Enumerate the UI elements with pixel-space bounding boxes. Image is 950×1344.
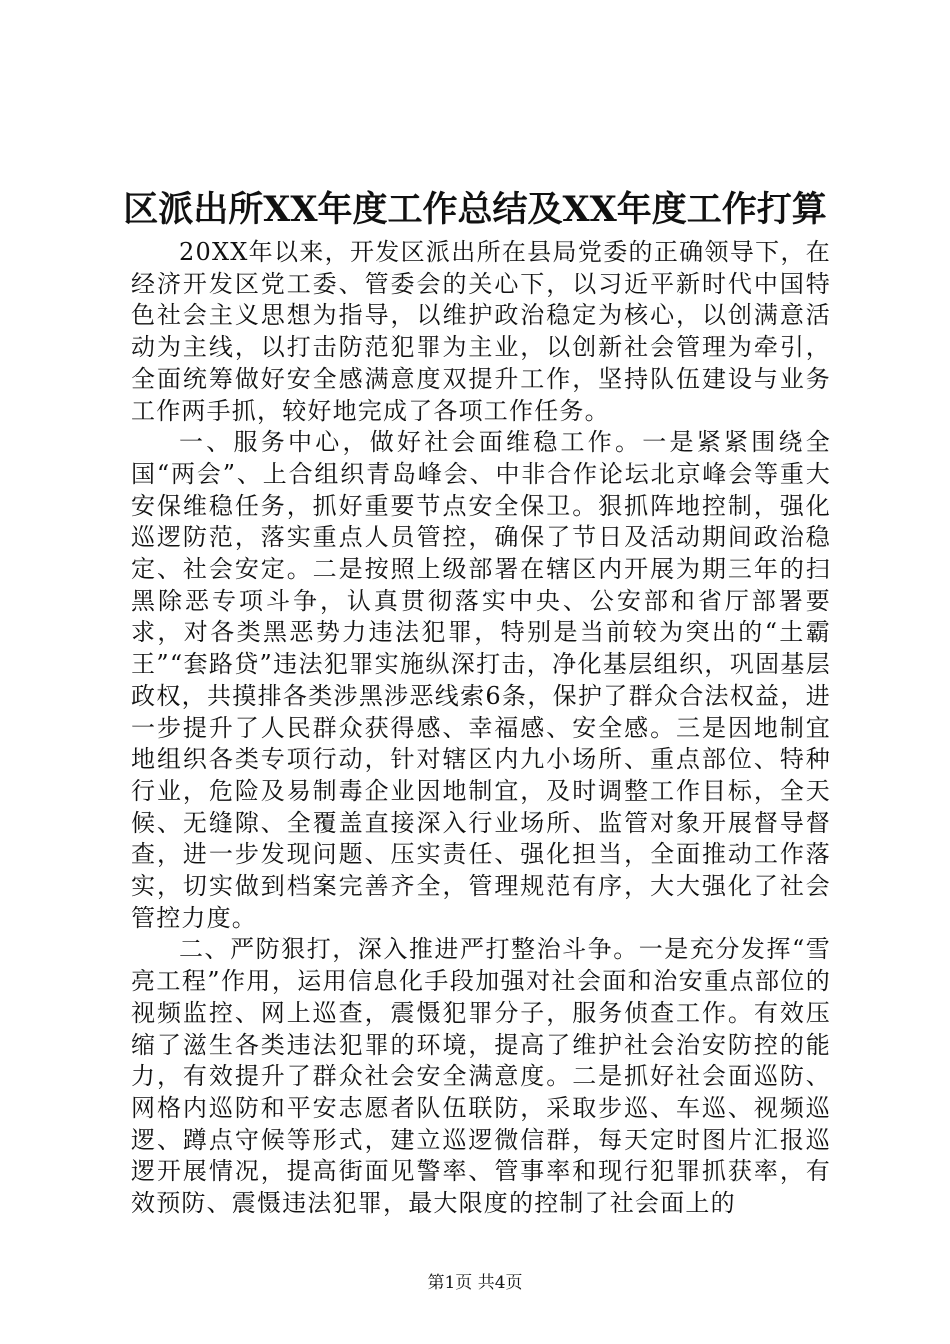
document-title: 区派出所XX年度工作总结及XX年度工作打算 xyxy=(123,189,827,230)
paragraph-intro: 20XX年以来，开发区派出所在县局党委的正确领导下，在经济开发区党工委、管委会的关心下，以习近平新时代中国特色社会主义思想为指导，以维护政治稳定为核心，以创满意活动为主线，以打击防范犯罪为主业，以创新社会管理为牵引，全面统筹做好安全感满意度双提升工作，坚持队伍建设与业务工作两手抓，较好地完成了各项工作任务。 xyxy=(131,238,831,425)
page-number-footer: 第1页 共4页 xyxy=(427,1273,523,1293)
paragraph-section-two: 二、严防狠打，深入推进严打整治斗争。一是充分发挥“雪亮工程”作用，运用信息化手段加强对社会面和治安重点部位的视频监控、网上巡查，震慑犯罪分子，服务侦查工作。有效压缩了滋生各类违法犯罪的环境，提高了维护社会治安防控的能力，有效提升了群众社会安全满意度。二是抓好社会面巡防、网格内巡防和平安志愿者队伍联防，采取步巡、车巡、视频巡逻、蹲点守候等形式，建立巡逻微信群，每天定时图片汇报巡逻开展情况，提高街面见警率、管事率和现行犯罪抓获率，有效预防、震慑违法犯罪，最大限度的控制了社会面上的 xyxy=(131,935,831,1218)
paragraph-section-one: 一、服务中心，做好社会面维稳工作。一是紧紧围绕全国“两会”、上合组织青岛峰会、中非合作论坛北京峰会等重大安保维稳任务，抓好重要节点安全保卫。狠抓阵地控制，强化巡逻防范，落实重点人员管控，确保了节日及活动期间政治稳定、社会安定。二是按照上级部署在辖区内开展为期三年的扫黑除恶专项斗争，认真贯彻落实中央、公安部和省厅部署要求，对各类黑恶势力违法犯罪，特别是当前较为突出的“土霸王”“套路贷”违法犯罪实施纵深打击，净化基层组织，巩固基层政权，共摸排各类涉黑涉恶线索6条，保护了群众合法权益，进一步提升了人民群众获得感、幸福感、安全感。三是因地制宜地组织各类专项行动，针对辖区内九小场所、重点部位、特种行业，危险及易制毒企业因地制宜，及时调整工作目标，全天候、无缝隙、全覆盖直接深入行业场所、监管对象开展督导督查，进一步发现问题、压实责任、强化担当，全面推动工作落实，切实做到档案完善齐全，管理规范有序，大大强化了社会管控力度。 xyxy=(131,428,831,932)
document-body xyxy=(131,237,831,1220)
